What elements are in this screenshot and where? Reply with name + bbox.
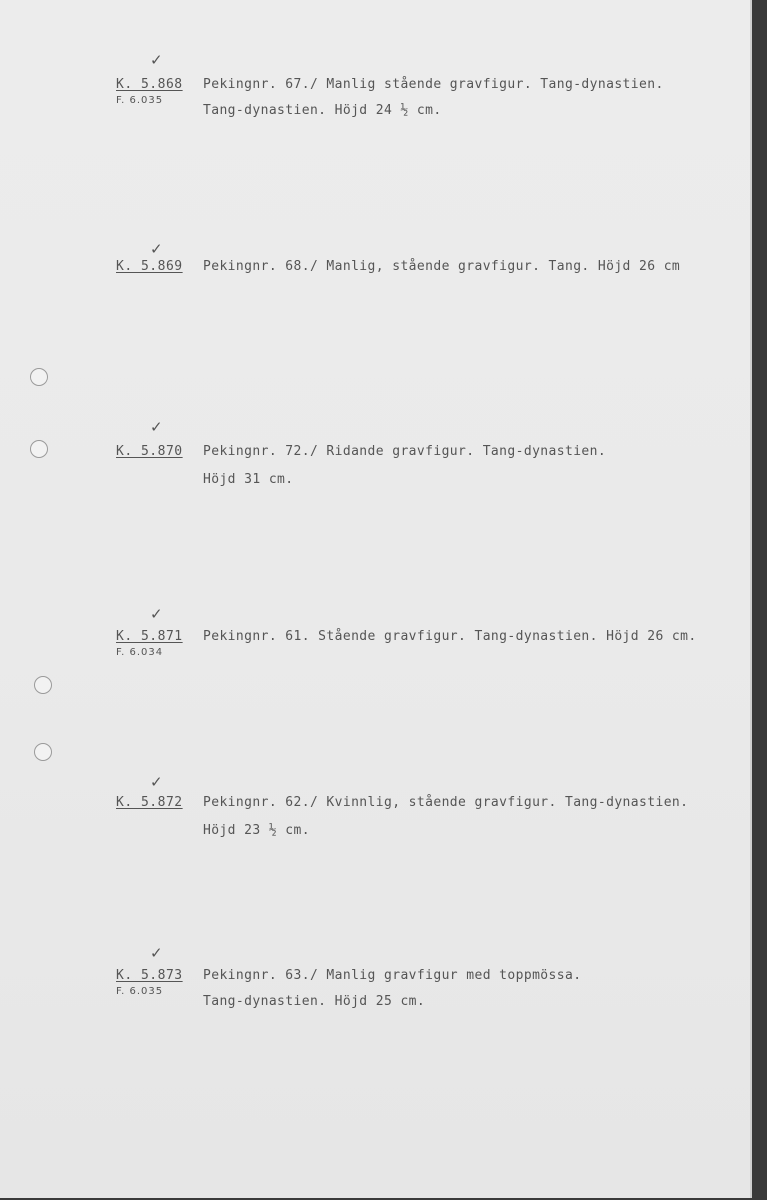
entry-line-2: Tang-dynastien. Höjd 25 cm. [203,994,426,1009]
f-number: F. 6.035 [116,95,164,106]
checkmark-icon: ✓ [150,240,163,258]
entry-line-1: Pekingnr. 62./ Kvinnlig, stående gravfigur. Tang-dynastien. [203,795,689,810]
entry-line-1: Pekingnr. 67./ Manlig stående gravfigur. Tang-dynastien. [203,77,664,92]
entry-line-1: Pekingnr. 63./ Manlig gravfigur med toppmössa. [203,968,582,983]
catalog-number: K. 5.872 [116,795,183,810]
entry-line-2: Höjd 23 ½ cm. [203,823,310,838]
catalog-number: K. 5.871 [116,629,183,644]
checkmark-icon: ✓ [150,418,163,436]
catalog-number: K. 5.870 [116,444,183,459]
catalog-number: K. 5.868 [116,77,183,92]
checkmark-icon: ✓ [150,944,163,962]
entry-line-1: Pekingnr. 68./ Manlig, stående gravfigur. Tang. Höjd 26 cm [203,259,681,274]
catalog-number: K. 5.869 [116,259,183,274]
checkmark-icon: ✓ [150,51,163,69]
entry-line-2: Höjd 31 cm. [203,472,294,487]
punch-hole [30,440,48,458]
punch-hole [30,368,48,386]
catalog-number: K. 5.873 [116,968,183,983]
checkmark-icon: ✓ [150,605,163,623]
checkmark-icon: ✓ [150,773,163,791]
punch-hole [34,676,52,694]
entry-line-1: Pekingnr. 61. Stående gravfigur. Tang-dynastien. Höjd 26 cm. [203,629,697,644]
f-number: F. 6.034 [116,647,164,658]
punch-hole [34,743,52,761]
entry-line-1: Pekingnr. 72./ Ridande gravfigur. Tang-dynastien. [203,444,607,459]
entry-line-2: Tang-dynastien. Höjd 24 ½ cm. [203,103,442,118]
f-number: F. 6.035 [116,986,164,997]
